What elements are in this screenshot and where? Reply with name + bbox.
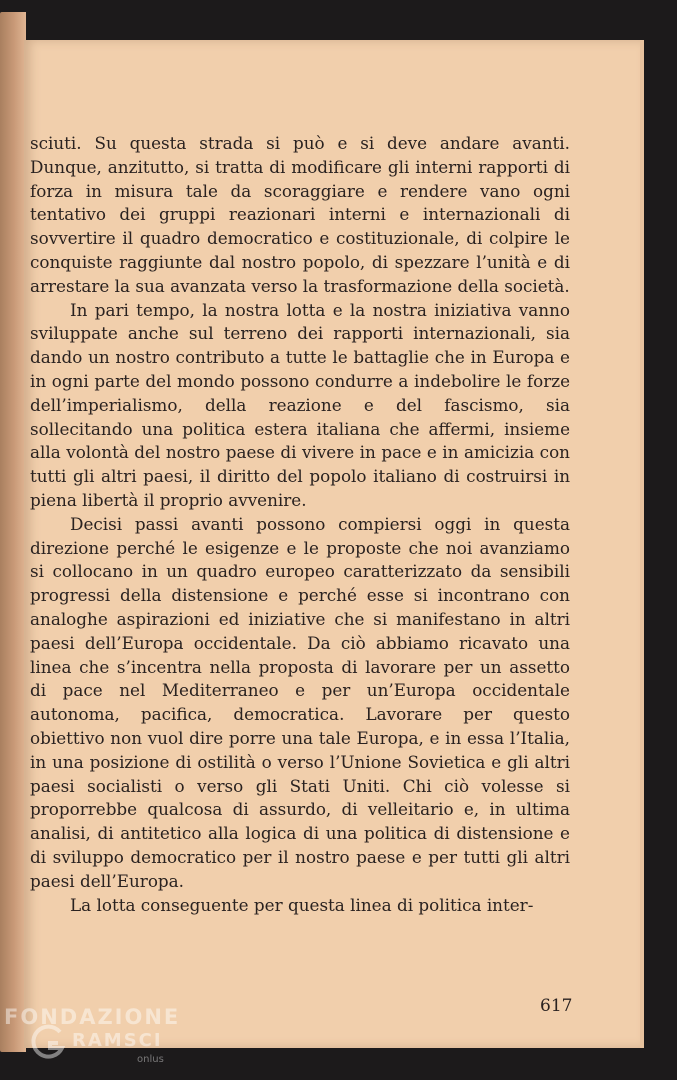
paragraph: Decisi passi avanti possono compiersi oggi in questa direzione perché le esigenze e le proposte che noi avanziamo si collocano in un quadro europeo caratterizzato da sensibili progressi della distensione e perché esse si incontrano con analoghe aspirazioni ed iniziative che si manifestano in altri paesi dell’Europa occidentale. Da ciò abbiamo ricavato una linea che s’incentra nella proposta di lavorare per un assetto di pace nel Mediterraneo e per un’Europa occidentale autonoma, pacifica, democratica. Lavorare per questo obiettivo non vuol dire porre una tale Europa, e in essa l’Italia, in una posizione di ostilità o verso l’Unione Sovietica e gli altri paesi socialisti o verso gli Stati Uniti. Chi ciò volesse si proporrebbe qualcosa di assurdo, di velleitario e, in ultima analisi, di antitetico alla logica di una politica di distensione e di sviluppo democratico per il nostro paese e per tutti gli altri paesi dell’Europa. <box>30 513 570 891</box>
body-text <box>30 132 570 917</box>
watermark-title: FONDAZIONE <box>4 1005 181 1029</box>
watermark-subtitle: RAMSCI <box>72 1030 163 1051</box>
paragraph: In pari tempo, la nostra lotta e la nostra iniziativa vanno sviluppate anche sul terreno dei rapporti internazionali, sia dando un nostro contributo a tutte le battaglie che in Europa e in ogni parte del mondo possono condurre a indebolire le forze dell’imperialismo, della reazione e del fascismo, sia sollecitando una politica estera italiana che affermi, insieme alla volontà del nostro paese di vivere in pace e in amicizia con tutti gli altri paesi, il diritto del popolo italiano di costruirsi in piena libertà il proprio avvenire. <box>30 299 570 510</box>
page-right-edge <box>640 40 644 1048</box>
previous-page-edge <box>0 12 26 1052</box>
gramsci-g-logo-icon <box>28 1022 68 1062</box>
paragraph: La lotta conseguente per questa linea di politica inter- <box>70 894 534 915</box>
paragraph: sciuti. Su questa strada si può e si deve andare avanti. Dunque, anzitutto, si tratta di modificare gli interni rapporti di forza in misura tale da scoraggiare e rendere vano ogni tentativo dei gruppi reazionari interni e internazionali di sovvertire il quadro democratico e costituzionale, di colpire le conquiste raggiunte dal nostro popolo, di spezzare l’unità e di arrestare la sua avanzata verso la trasformazione della società. <box>30 133 570 296</box>
watermark-tag: onlus <box>137 1054 164 1065</box>
page-number: 617 <box>540 996 573 1016</box>
